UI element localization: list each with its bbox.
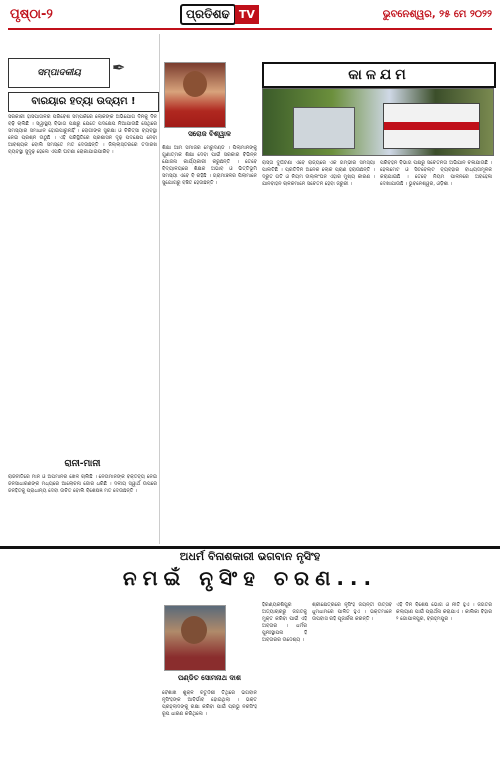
column-body: ରାଜନୀତିରେ ମାନ ଓ ଅପମାନର ଖେଳ ଚାଲିଛି । ନେତାମାନଙ୍କ ବକ୍ତବ୍ୟ ନେଇ ଜନସାଧାରଣଙ୍କ ମଧ୍ୟରେ ଆଲୋଚନା ଜୋର ଧରିଛି । ଦଳୀୟ ସ୍ୱାର୍ଥ ଉପରେ ଜନହିତକୁ ପ୍ରାଧାନ୍ୟ ଦେବା ଉଚିତ ବୋଲି ବିଶେଷଜ୍ଞ ମତ ଦେଉଛନ୍ତି । [8, 474, 157, 494]
feature-body-d: ଏହି ଦିନ ବିଶେଷ ଭୋଗ ଓ ନୀତି ହୁଏ । ଜଗତର କଲ୍ୟାଣ ପାଇଁ ପ୍ରାର୍ଥନା କରାଯାଏ । କାଲିକା ବିହାର ୨ ଗୋପାଳପୁର, ବ୍ରହ୍ମପୁର । [396, 602, 492, 622]
column-headline: ରାନୀ-ମାନୀ [64, 459, 101, 469]
editorial-body: ସରକାରୀ ହାସପାତାଳର ପରିବେଶ ସମ୍ପର୍କରେ ଲୋକଙ୍କ ଅଭିଯୋଗ ଦିନକୁ ଦିନ ବଢ଼ି ଚାଲିଛି । ସ୍ୱାସ୍ଥ୍ୟ ବିଭାଗ ପକ୍ଷରୁ ଯେତେ ପଦକ୍ଷେପ ନିଆଯାଉଛି ସେଥିରେ ସମସ୍ୟାର ସମାଧାନ ହୋଇପାରୁନାହିଁ । ରୋଗୀଙ୍କ ସୁରକ୍ଷା ଓ ଚିକିତ୍ସା ବ୍ୟବସ୍ଥା ନେଇ ପ୍ରଶ୍ନ ଉଠୁଛି । ଏହି ପରିସ୍ଥିତିରେ ପ୍ରଶାସନ ଦୃଢ଼ ପଦକ୍ଷେପ ନେବା ଆବଶ୍ୟକ ବୋଲି ସମସ୍ତେ ମତ ଦେଉଛନ୍ତି । ଜିଲ୍ଲାସ୍ତରରେ ତଦାରଖ ବ୍ୟବସ୍ଥା ସୁଦୃଢ଼ ହେଲେ ଏପରି ଘଟଣା ରୋକାଯାଇପାରିବ । [8, 114, 157, 155]
dateline: ଭୁବନେଶ୍ୱର, ୨୫ ମେ ୨୦୨୨ [382, 8, 492, 20]
feature-headline: ନମଇଁ ନୃସିଂହ ଚରଣ... [122, 566, 378, 590]
truck-shape [293, 107, 355, 149]
brand-text: ପ୍ରତିଶଢ [180, 4, 236, 25]
masthead [0, 0, 500, 28]
face-silhouette [183, 71, 207, 97]
feature-body-a: ବୈଶାଖ ଶୁକ୍ଳ ଚତୁର୍ଦ୍ଦଶୀ ତିଥିରେ ଭଗବାନ ନୃସିଂହଙ୍କ ଆବିର୍ଭାବ ହୋଇଥିଲା । ଭକ୍ତ ପ୍ରହ୍ଲାଦଙ୍କୁ ରକ୍ଷା କରିବା ପାଇଁ ପ୍ରଭୁ ନରସିଂହ ରୂପ ଧାରଣ କରିଥିଲେ । [162, 690, 257, 717]
accident-photo [262, 88, 494, 156]
page-number: ପୃଷ୍ଠା-୨ [10, 6, 53, 22]
author-name: ସରୋଜ ବିଶ୍ୱାଳ [188, 130, 231, 138]
editorial-headline: ବାରୟାର ହତ୍ୟା ଉଦ୍ୟମ ! [8, 92, 159, 112]
feature-body-c: ଶ୍ରୀକ୍ଷେତ୍ରରେ ନୃସିଂହ ଜୟନ୍ତୀ ଉତ୍ସବ ଧୁମଧାମରେ ପାଳିତ ହୁଏ । ଭକ୍ତମାନେ ଉପବାସ ରହି ପୂଜାର୍ଚ୍ଚନା କରନ୍ତି । [312, 602, 392, 622]
column-divider [159, 34, 160, 544]
brand-logo[interactable] [180, 4, 259, 25]
feature-author-name: ପଣ୍ଡିତ ସୋମନାଥ ଦାଶ [178, 674, 241, 682]
article-body-a: ରାସ୍ତା ଦୁର୍ଘଟଣା ଏବେ ରାଜ୍ୟରେ ଏକ ଗମ୍ଭୀର ସମସ୍ୟା ପାଲଟିଛି । ପ୍ରତିଦିନ ଅନେକ ଲୋକ ପ୍ରାଣ ହରାଉଛନ୍ତି । ଦ୍ରୁତ ଗତି ଓ ନିୟମ ଉଲ୍ଲଂଘନ ଏହାର ମୁଖ୍ୟ କାରଣ । ଯାନବାହନ ଚାଳକମାନେ ସଚେତନ ହେବା ଜରୁରୀ । [262, 160, 375, 187]
article-body-b: ପରିବହନ ବିଭାଗ ପକ୍ଷରୁ ସଚେତନତା ଅଭିଯାନ ଚଳାଯାଉଛି । ହେଲମେଟ ଓ ସିଟବେଲ୍ଟ ବ୍ୟବହାର ବାଧ୍ୟତାମୂଳକ କରାଯାଇଛି । ତେବେ ନିୟମ ପାଳନରେ ଅବହେଳା ଦେଖାଯାଉଛି । ଭୁବନେଶ୍ୱର, ଓଡ଼ିଶା । [380, 160, 492, 187]
section-rule [0, 546, 500, 549]
bus-shape [383, 103, 480, 149]
bus-stripe [384, 122, 479, 130]
editorial-logo: ସମ୍ପାଦକୀୟ [8, 58, 110, 88]
feature-subheadline: ଅଧର୍ମ ବିନାଶକାରୀ ଭଗବାନ ନୃସିଂହ [179, 550, 321, 563]
feature-author-photo [164, 605, 226, 671]
pen-icon: ✒ [112, 58, 126, 77]
section-title: କାଳଯମ [262, 62, 496, 88]
author-photo [164, 62, 226, 128]
article-body: ଶିକ୍ଷା ଆମ ସମାଜର ମେରୁଦଣ୍ଡ । ପିଲାମାନଙ୍କୁ ଗୁଣାତ୍ମକ ଶିକ୍ଷା ଦେବା ପାଇଁ ସରକାର ବିଭିନ୍ନ ଯୋଜନା କାର୍ଯ୍ୟକାରୀ କରୁଛନ୍ତି । ତେବେ ବିଦ୍ୟାଳୟରେ ଶିକ୍ଷକ ଅଭାବ ଓ ଭିତ୍ତିଭୂମି ସମସ୍ୟା ଏବେ ବି ରହିଛି । ଗ୍ରାମାଞ୍ଚଳର ପିଲାମାନେ ସୁଯୋଗରୁ ବଞ୍ଚିତ ହେଉଛନ୍ତି । [162, 145, 257, 186]
feature-body-b: ହିରଣ୍ୟକଶିପୁର ଅତ୍ୟାଚାରରୁ ଜଗତକୁ ମୁକ୍ତ କରିବା ପାଇଁ ଏହି ଅବତାର । ଧର୍ମର ପୁନଃସ୍ଥାପନା ହିଁ ଅବତାରର ଉଦ୍ଦେଶ୍ୟ । [262, 602, 307, 643]
brand-tv-badge: TV [235, 5, 259, 24]
face-silhouette [181, 616, 207, 644]
header-rule [8, 28, 492, 30]
